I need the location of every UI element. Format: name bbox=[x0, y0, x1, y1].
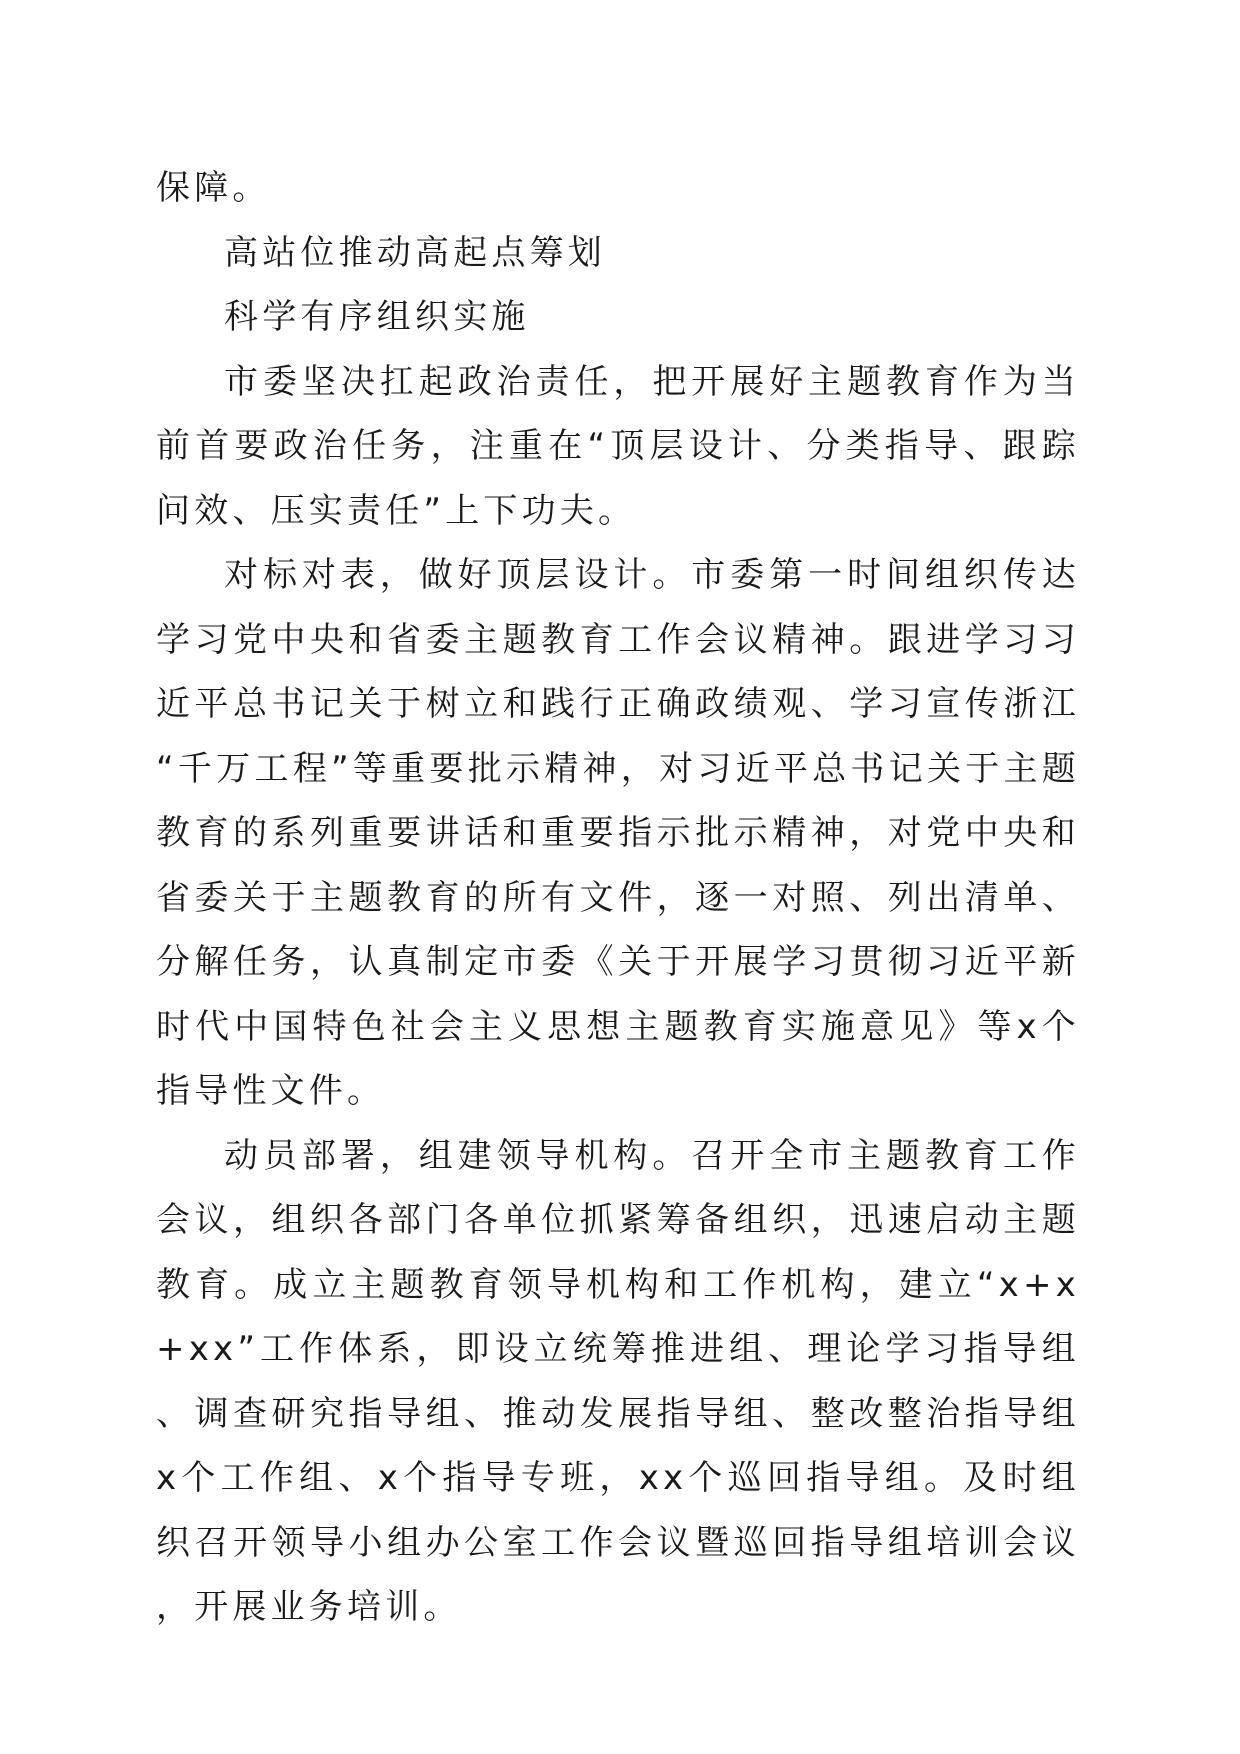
section-heading-2: 科学有序组织实施 bbox=[224, 297, 530, 337]
paragraph-top-design: 对标对表，做好顶层设计。市委第一时间组织传达学习党中央和省委主题教育工作会议精神。跟进学习习近平总书记关于树立和践行正确政绩观、学习宣传浙江“千万工程”等重要批示精神，对习近平总书记关于主题教育的系列重要讲话和重要指示批示精神，对党中央和省委关于主题教育的所有文件，逐一对照、列出清单、分解任务，认真制定市委《关于开展学习贯彻习近平新时代中国特色社会主义思想主题教育实施意见》等x个指导性文件。 bbox=[156, 555, 1080, 1111]
document-body bbox=[156, 156, 1080, 1640]
paragraph-intro: 市委坚决扛起政治责任，把开展好主题教育作为当前首要政治任务，注重在“顶层设计、分类指导、跟踪问效、压实责任”上下功夫。 bbox=[156, 361, 1080, 531]
paragraph-continuation: 保障。 bbox=[156, 168, 271, 208]
paragraph-mobilization: 动员部署，组建领导机构。召开全市主题教育工作会议，组织各部门各单位抓紧筹备组织，迅速启动主题教育。成立主题教育领导机构和工作机构，建立“x+x+xx”工作体系，即设立统筹推进组、理论学习指导组、调查研究指导组、推动发展指导组、整改整治指导组x个工作组、x个指导专班，xx个巡回指导组。及时组织召开领导小组办公室工作会议暨巡回指导组培训会议，开展业务培训。 bbox=[156, 1135, 1080, 1627]
section-heading-1: 高站位推动高起点筹划 bbox=[224, 232, 606, 273]
